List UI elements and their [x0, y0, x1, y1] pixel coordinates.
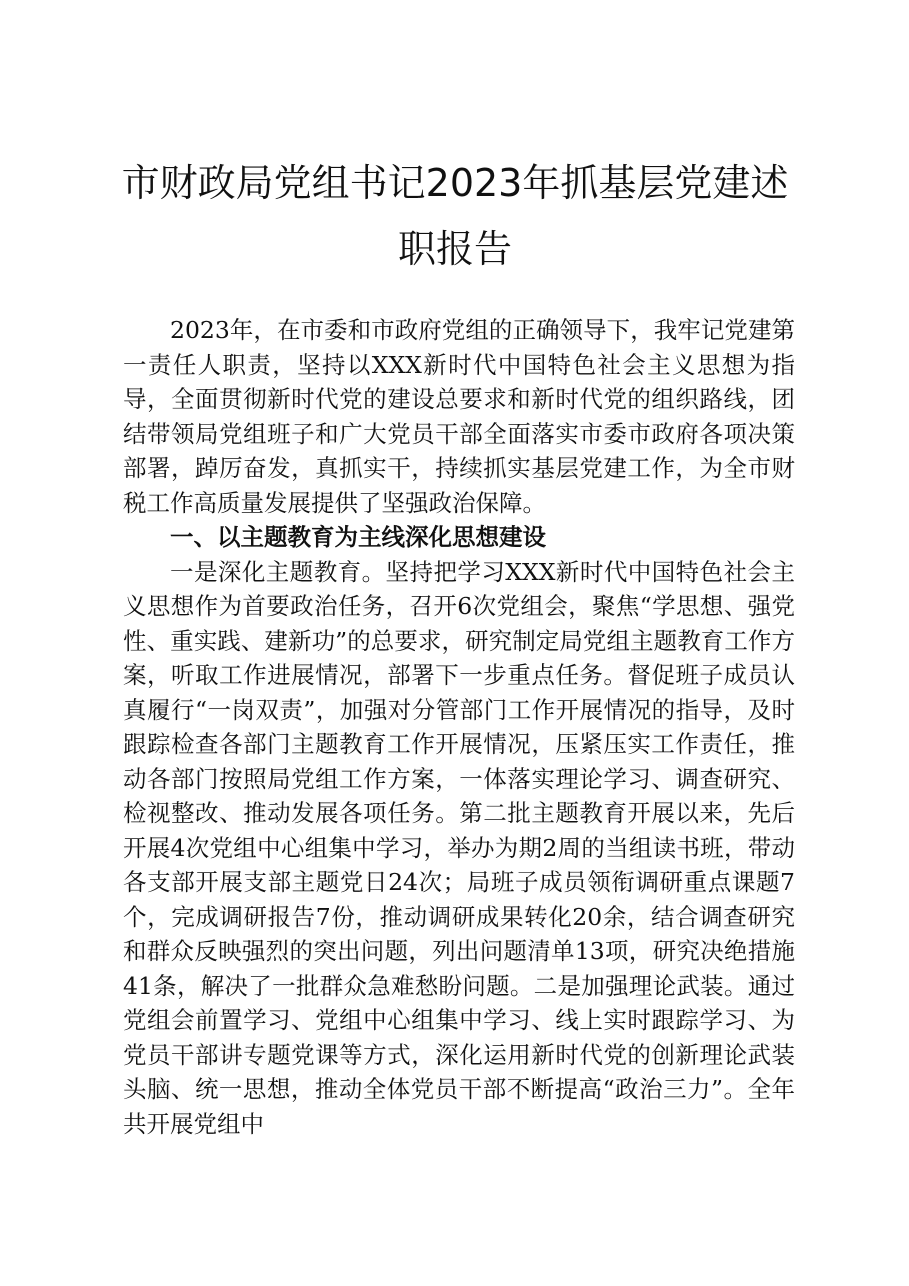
document-body	[123, 313, 795, 1141]
intro-paragraph: 2023年，在市委和市政府党组的正确领导下，我牢记党建第一责任人职责，坚持以XXX新时代中国特色社会主义思想为指导，全面贯彻新时代党的建设总要求和新时代党的组织路线，团结带领局党组班子和广大党员干部全面落实市委市政府各项决策部署，踔厉奋发，真抓实干，持续抓实基层党建工作，为全市财税工作高质量发展提供了坚强政治保障。	[123, 316, 795, 517]
section-paragraph: 一是深化主题教育。坚持把学习XXX新时代中国特色社会主义思想作为首要政治任务，召开6次党组会，聚焦“学思想、强党性、重实践、建新功”的总要求，研究制定局党组主题教育工作方案，听取工作进展情况，部署下一步重点任务。督促班子成员认真履行“一岗双责”，加强对分管部门工作开展情况的指导，及时跟踪检查各部门主题教育工作开展情况，压紧压实工作责任，推动各部门按照局党组工作方案，一体落实理论学习、调查研究、检视整改、推动发展各项任务。第二批主题教育开展以来，先后开展4次党组中心组集中学习，举办为期2周的当组读书班，带动各支部开展支部主题党日24次；局班子成员领衔调研重点课题7个，完成调研报告7份，推动调研成果转化20余，结合调查研究和群众反映强烈的突出问题，列出问题清单13项，研究决绝措施41条，解决了一批群众急难愁盼问题。二是加强理论武装。通过党组会前置学习、党组中心组集中学习、线上实时跟踪学习、为党员干部讲专题党课等方式，深化运用新时代党的创新理论武装头脑、统一思想，推动全体党员干部不断提高“政治三力”。全年共开展党组中	[123, 557, 795, 1138]
section-heading: 一、以主题教育为主线深化思想建设	[170, 523, 546, 551]
document-title: 市财政局党组书记2023年抓基层党建述职报告	[121, 161, 789, 271]
